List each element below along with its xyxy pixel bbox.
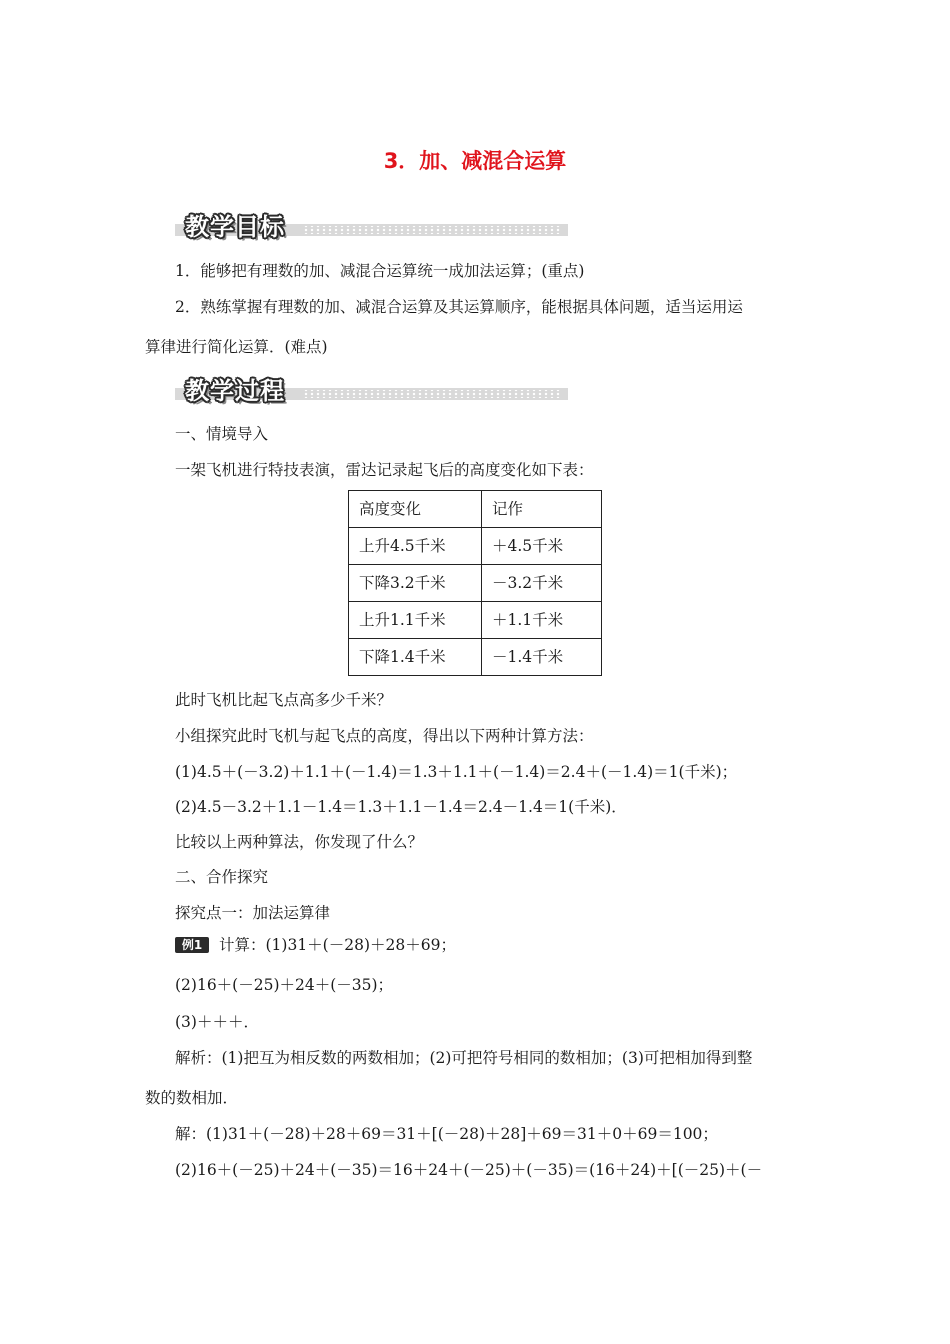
table-cell: 下降3.2千米	[349, 565, 482, 602]
example-question-2: (2)16＋(－25)＋24＋(－35)；	[175, 976, 394, 994]
table-cell: ＋1.1千米	[482, 602, 602, 639]
table-row	[349, 639, 602, 676]
analysis-text: 解析：(1)把互为相反数的两数相加；(2)可把符号相同的数相加；(3)可把相加得到整	[175, 1049, 753, 1067]
table-header-row	[349, 491, 602, 528]
group-explore-text: 小组探究此时飞机与起飞点的高度，得出以下两种计算方法：	[175, 727, 594, 745]
table-cell: ＋4.5千米	[482, 528, 602, 565]
table-header-cell: 记作	[482, 491, 602, 528]
table-cell: 上升1.1千米	[349, 602, 482, 639]
table-header-cell: 高度变化	[349, 491, 482, 528]
analysis-text-cont: 数的数相加．	[145, 1089, 239, 1107]
section-label: 教学过程	[185, 377, 285, 405]
intro-text: 一架飞机进行特技表演，雷达记录起飞后的高度变化如下表：	[175, 461, 594, 479]
goal-item-1: 1．能够把有理数的加、减混合运算统一成加法运算；(重点)	[175, 262, 585, 280]
compare-text: 比较以上两种算法，你发现了什么？	[175, 833, 424, 851]
table-row	[349, 528, 602, 565]
table-cell: －1.4千米	[482, 639, 602, 676]
section-header-goals	[175, 207, 575, 239]
question-text: 此时飞机比起飞点高多少千米？	[175, 691, 393, 709]
explore-point-1: 探究点一：加法运算律	[175, 904, 331, 922]
table-row	[349, 565, 602, 602]
table-cell: 下降1.4千米	[349, 639, 482, 676]
altitude-table	[348, 490, 602, 676]
goal-item-2-cont: 算律进行简化运算．(难点)	[145, 338, 328, 356]
part2-heading: 二、合作探究	[175, 868, 269, 886]
method-2: (2)4.5－3.2＋1.1－1.4＝1.3＋1.1－1.4＝2.4－1.4＝1(千米)．	[175, 798, 627, 816]
table-row	[349, 602, 602, 639]
example-question-3: (3)＋＋＋．	[175, 1013, 259, 1031]
section-label: 教学目标	[185, 213, 285, 241]
goal-item-2: 2．熟练掌握有理数的加、减混合运算及其运算顺序，能根据具体问题，适当运用运	[175, 298, 743, 316]
table-cell: 上升4.5千米	[349, 528, 482, 565]
section-dots	[303, 226, 561, 234]
example-question-1: 计算：(1)31＋(－28)＋28＋69；	[219, 936, 456, 954]
method-1: (1)4.5＋(－3.2)＋1.1＋(－1.4)＝1.3＋1.1＋(－1.4)＝2.4＋(－1.4)＝1(千米)；	[175, 763, 738, 781]
part1-heading: 一、情境导入	[175, 425, 269, 443]
section-header-process	[175, 371, 575, 403]
solution-1: 解：(1)31＋(－28)＋28＋69＝31＋[(－28)＋28]＋69＝31＋0＋69＝100；	[175, 1125, 718, 1143]
page-title: 3．加、减混合运算	[383, 149, 567, 173]
solution-2: (2)16＋(－25)＋24＋(－35)＝16＋24＋(－25)＋(－35)＝(16＋24)＋[(－25)＋(－	[175, 1161, 763, 1179]
section-dots	[303, 390, 561, 398]
example-badge: 例1	[175, 937, 209, 953]
table-cell: －3.2千米	[482, 565, 602, 602]
